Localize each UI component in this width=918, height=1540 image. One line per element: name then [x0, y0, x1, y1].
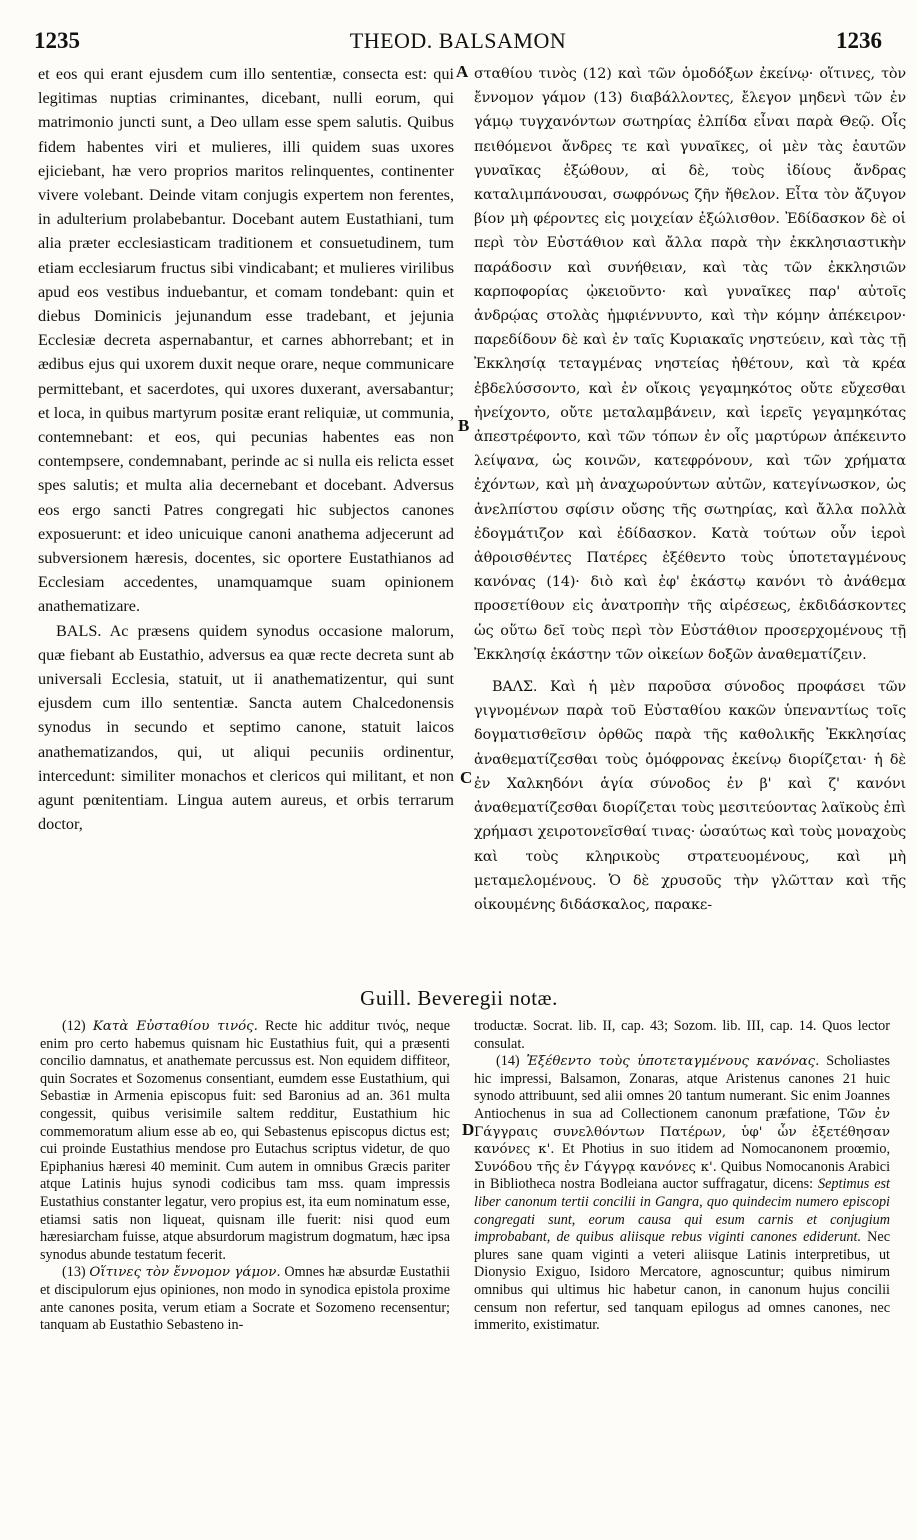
note-14-text-d: Nec plures sane quam viginti a veteri aliisque Latinis interpretibus, ut Dionysio Exiguo, Isidoro Mercatore, agnoscuntur; quibus nimirum omnibus qui ultimus hic habetur canon, in canonum hujus concilii censum non refertur, sed tanquam epilogus ad omnes canones, nec immerito, existimatur. — [474, 1229, 890, 1334]
note-14-text-b: Et Photius in suo itidem ad Nomocanonem proœmio, — [561, 1141, 890, 1158]
note-13-text: Omnes hæ absurdæ Eustathii et discipulorum ejus opiniones, non modo in synodica epistola proxime ante canones posita, verum etiam a Socrate et Sozomeno recensentur; tanquam ab Eustathio Sebasteno in- — [40, 1264, 451, 1334]
note-13-label: (13) — [62, 1264, 86, 1281]
greek-paragraph-bals: ΒΑΛΣ. Καὶ ἡ μὲν παροῦσα σύνοδος προφάσει τῶν γιγνομένων παρὰ τοῦ Εὐσταθίου κακῶν ὑπεναντίως τοῖς δογματισθεῖσιν ὀρθῶς παρὰ τῆς καθολικῆς Ἐκκλησίας ἀναθεματίζεσθαι τοὺς ὁμόφρονας ἐκείνῳ διορίζεται· ἡ δὲ ἐν Χαλκηδόνι ἁγία σύνοδος ἐν β' καὶ ζ' κανόνι ἀναθεματίζεσθαι διορίζεται τοὺς μεσιτεύοντας λαϊκοὺς ἐπὶ χρήμασι χειροτονεῖσθαί τινας· ὡσαύτως καὶ τοὺς μοναχοὺς καὶ τοὺς κληρικοὺς στρατευομένους, καὶ μὴ μεταμελομένους. Ὁ δὲ χρυσοῦς τὴν γλῶτταν καὶ τῆς οἰκουμένης διδάσκαλος, παρακε- — [474, 679, 906, 913]
note-14 — [474, 1053, 890, 1335]
margin-marker-d: D — [462, 1120, 475, 1139]
note-14-text-c: Quibus Nomocanonis Arabici in Bibliotheca nostra Bodleiana auctor suffragatur, dicens: — [474, 1158, 891, 1193]
latin-paragraph-bals: BALS. Ac præsens quidem synodus occasione malorum, quæ fiebant ab Eustathio, adversus ea quæ recte decreta sunt ab universali Ecclesia, statuit, ut ii anathematizentur, qui sunt ejusdem cum illo sententiæ. Sancta autem Chalcedonensis synodus in secundo et septimo canone, statuit laicos anathematizandos, qui, ut aliqui pecuniis ordinentur, intercedunt: similiter monachos et clericos qui militant, et non agunt pœnitentiam. Lingua autem aureus, et orbis terrarum doctor, — [38, 621, 454, 834]
running-title: THEOD. BALSAMON — [349, 28, 567, 53]
page-header — [34, 28, 882, 56]
latin-paragraph-1: et eos qui erant ejusdem cum illo sententiæ, consecta est: qui legitimas nuptias criminantes, dicebant, nulli eorum, qui matrimonio juncti sunt, a Deo ullam esse spem salutis. Quibus fidem habentes viri et mulieres, illi quidem suas uxores ejiciebant, hæ vero proprios maritos relinquentes, continenter vivere volebant. Deinde vitam conjugis expertem non ferentes, in adulterium prolabebantur. Docebant autem Eustathiani, tum alia præter ecclesiasticam traditionem et consuetudinem, tum etiam ecclesiarum fructus sibi vindicabant; et mulieres virilibus apud eos vestibus induebantur, et comam tondebant: quin et diebus Dominicis jejunandum esse tradebant, et jejunia Ecclesiæ decreta aspernabantur, et carnes abhorrebant; et in ædibus ejus qui uxorem duxit neque orare, neque communicare permittebant, et sacerdotes, qui uxores duxerant, aversabantur; et loca, in quibus martyrum positæ erant reliquiæ, ut communia, contemnebant: et eos, qui pecunias habentes eas non contempsere, condemnabant, perinde ac si nulla eis relicta esset spes salutis; et multa alia decernebant et docebant. Adversus eos ergo sancti Patres congregati hic subjectos canones exposuerunt: et ideo unicuique canoni anathema adjecerunt ad subversionem hæresis, docentes, sic oportere Eustathianos ad Ecclesiam accedentes, unamquamque suam opinionem anathematizare. — [38, 65, 454, 616]
note-14-lemma: Ἐξέθεντο τοὺς ὑποτεταγμένους κανόνας. — [526, 1054, 820, 1070]
greek-paragraph-1: σταθίου τινὸς (12) καὶ τῶν ὁμοδόξων ἐκείνῳ· οἵτινες, τὸν ἔννομον γάμον (13) διαβάλλοντες, ἔλεγον μηδενὶ τῶν ἐν γάμῳ τυγχανόντων σωτηρίας ἐλπίδα εἶναι παρὰ Θεῷ. Οἷς πειθόμενοι ἄνδρες τε καὶ γυναῖκες, οἱ μὲν τὰς ἑαυτῶν γυναῖκας ἐξώθουν, αἱ δὲ, τοὺς ἰδίους ἄνδρας καταλιμπάνουσαι, σωφρόνως ζῆν ἤθελον. Εἶτα τὸν ἄζυγον βίον μὴ φέροντες εἰς μοιχείαν ἐξώλισθον. Ἐδίδασκον δὲ οἱ περὶ τὸν Εὐστάθιον καὶ ἄλλα παρὰ τὴν ἐκκλησιαστικὴν παράδοσιν καὶ συνήθειαν, καὶ τὰς τῶν ἐκκλησιῶν καρποφορίας ᾠκειοῦντο· καὶ γυναῖκες παρ' αὐτοῖς ἀνδρῴας στολὰς ἠμφιέννυντο, καὶ τὴν κόμην ἀπέκειρον· παρεδίδουν δὲ καὶ ἐν ταῖς Κυριακαῖς νηστεύειν, καὶ τὰς τῇ Ἐκκλησίᾳ τεταγμένας νηστείας ἠθέτουν, καὶ τὰ κρέα ἐβδελύσσοντο, καὶ ἐν οἴκοις γεγαμηκότος οὔτε εὔχεσθαι ἠνείχοντο, οὔτε μεταλαμβάνειν, καὶ ἱερεῖς γεγαμηκότας ἀπεστρέφοντο, καὶ τῶν τόπων ἐν οἷς μαρτύρων ἀπέκειντο λείψανα, ὡς κοινῶν, κατεφρόνουν, καὶ τῶν χρήματα ἐχόντων, καὶ μὴ ἀναχωρούντων αὐτῶν, κατεγίνωσκον, ὡς ἀνελπίστου σφίσιν οὔσης τῆς σωτηρίας, καὶ ἄλλα πολλὰ ἐδογμάτιζον καὶ ἐδίδασκον. Κατὰ τούτων οὖν ἱεροὶ ἀθροισθέντες Πατέρες ἐξέθεντο τοὺς ὑποτεταγμένους κανόνας (14)· διὸ καὶ ἐφ' ἑκάστῳ κανόνι τὸ ἀνάθεμα προσετίθουν εἰς ἀνατροπὴν τῆς αἱρέσεως, ἐκδιδάσκοντες ὡς οὕτω δεῖ τοὺς περὶ τὸν Εὐστάθιον προσερχομένους τῇ Ἐκκλησίᾳ ἑκάστην τῶν οἰκείων δοξῶν ἀναθεματίζειν. — [474, 66, 906, 663]
note-14-text-a: Scholiastes hic impressi, Balsamon, Zonaras, atque Aristenus canones 21 huic synodo attribuunt, sed alii omnes 20 tantum numerant. Sic enim Joannes Antiochenus in sua ad Collectionem canonum præfatione, — [474, 1053, 891, 1122]
note-14-italic-quote: Septimus est liber canonum tertii concilii in Gangra, quo quindecim numero episcopi congregati sunt, eorum causa qui esum carnis et conjugium improbabant, de quibus aliisque rebus viginti canones ediderunt. — [474, 1176, 890, 1246]
note-13 — [40, 1264, 450, 1334]
note-14-greek-b: Συνόδου τῆς ἐν Γάγγρᾳ κανόνες κ'. — [474, 1159, 717, 1175]
notes-left-column — [40, 1018, 450, 1335]
latin-column — [38, 62, 454, 837]
note-13-lemma: Οἵτινες τὸν ἔννομον γάμον. — [89, 1265, 281, 1281]
note-12-text: Recte hic additur τινός, neque enim pro certo habemus quisnam hic Eustathius fuit, qui a præsenti concilio damnatus, et anathemate percussus est. Non equidem diffiteor, quin Socrates et Sozomenus consentiant, eumdem esse Eustathium, qui Sebastiæ in Armenia episcopus fuit: sed Baronius ad an. 361 multa congessit, quibus verisimile saltem redditur, Eustathium hic commemoratum alium esse ab eo, qui Sebastenus episcopus dictus est; cui proinde Eustathius mendose pro Eutachus scriptus videtur, de quo Epiphanius hæresi 40 meminit. Cum autem in omnibus Græcis pariter atque Latinis hujus synodi codicibus tam mss. quam impressis Eustathius constanter legatur, vero propius est, ita eum nominatum esse, etiamsi satis non liqueat, quisnam ille fuerit: nisi quod eum hæresiarcham fuisse, atque absurdorum magistrum dogmatum, hæc ipsa synodus abunde testatum fecerit. — [40, 1018, 451, 1263]
margin-marker-b: B — [458, 416, 470, 435]
notes-title: Guill. Beveregii notæ. — [360, 986, 558, 1010]
greek-column — [474, 62, 906, 917]
margin-marker-c: C — [460, 768, 473, 787]
note-13-continuation: troductæ. Socrat. lib. II, cap. 43; Sozom. lib. III, cap. 14. Quos lector consulat. — [474, 1018, 890, 1052]
margin-marker-a: A — [456, 62, 469, 81]
note-14-greek-a: Τῶν ἐν Γάγγραις συνελθόντων Πατέρων, ὑφ' ὧν ἐξετέθησαν κανόνες κ'. — [474, 1106, 890, 1158]
note-12 — [40, 1018, 450, 1264]
note-14-label: (14) — [496, 1053, 520, 1070]
note-12-label: (12) — [62, 1018, 86, 1034]
notes-right-column — [474, 1018, 890, 1335]
page-number-right: 1236 — [836, 28, 882, 53]
note-12-lemma: Κατὰ Εὐσταθίου τινός. — [92, 1019, 258, 1034]
page-number-left: 1235 — [34, 28, 80, 53]
